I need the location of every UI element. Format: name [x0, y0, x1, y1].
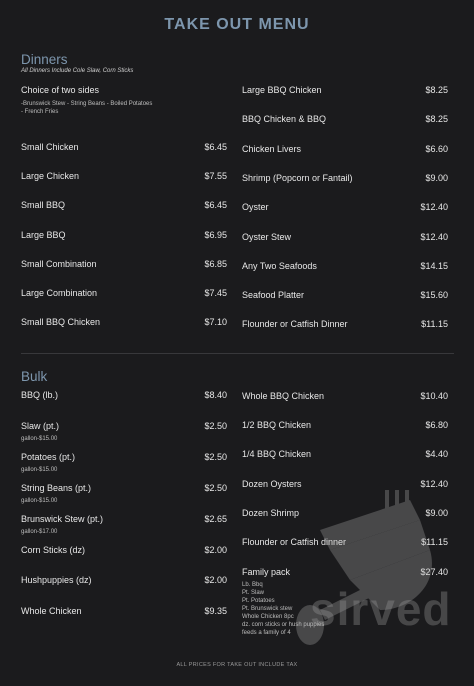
family-pack-detail: Whole Chicken 8pc — [242, 614, 294, 620]
menu-item-price: $6.45 — [204, 142, 227, 152]
menu-item-name: Whole BBQ Chicken — [242, 391, 325, 401]
footer-note: ALL PRICES FOR TAKE OUT INCLUDE TAX — [176, 662, 298, 668]
menu-item-price: $15.60 — [420, 290, 448, 301]
family-pack-detail: Pt. Brunswick stew — [242, 606, 293, 612]
menu-item-name: Large Chicken — [21, 171, 80, 182]
menu-item-price: $10.40 — [420, 391, 448, 401]
menu-item-note: gallon-$15.00 — [21, 435, 58, 442]
menu-item-price: $2.00 — [204, 575, 227, 586]
menu-item-note: gallon-$15.00 — [21, 497, 58, 504]
family-pack-detail: dz. corn sticks or hush puppies — [242, 622, 325, 628]
menu-item-name: Seafood Platter — [242, 290, 305, 301]
menu-item-price: $9.00 — [425, 507, 448, 518]
menu-item-name: Large Combination — [21, 288, 98, 298]
menu-item-name: Hushpuppies (dz) — [21, 575, 92, 586]
family-pack-detail: feeds a family of 4 — [242, 630, 291, 636]
menu-item-price: $2.50 — [204, 420, 227, 431]
menu-item-price: $12.40 — [420, 202, 448, 213]
menu-item-price: $8.25 — [425, 85, 448, 95]
bulk-heading: Bulk — [21, 369, 48, 384]
menu-item-name: Slaw (pt.) — [21, 420, 60, 431]
menu-item-name: Brunswick Stew (pt.) — [21, 513, 104, 524]
watermark-text: sirved — [310, 583, 452, 635]
menu-item-price: $27.40 — [420, 567, 448, 577]
menu-item-name: String Beans (pt.) — [21, 482, 92, 493]
menu-item-price: $7.10 — [204, 317, 227, 328]
sides-line: -Brunswick Stew - String Beans - Boiled Potatoes — [21, 101, 153, 107]
menu-item-name: Large BBQ — [21, 229, 66, 240]
menu-item-name: Large BBQ Chicken — [242, 85, 322, 95]
menu-item-price: $4.40 — [425, 449, 448, 460]
menu-item-note: gallon-$15.00 — [21, 466, 58, 473]
menu-item-price: $6.85 — [204, 258, 227, 269]
menu-item-price: $7.55 — [204, 171, 227, 182]
menu-item-price: $8.25 — [425, 114, 448, 125]
menu-item-price: $2.65 — [204, 513, 227, 524]
menu-item-name: Whole Chicken — [21, 606, 82, 617]
dinners-note: All Dinners Include Cole Slaw, Corn Sticks — [21, 68, 134, 74]
menu-item-name: Chicken Livers — [242, 143, 302, 154]
menu-item-price: $6.45 — [204, 200, 227, 211]
menu-item-name: Oyster Stew — [242, 231, 292, 242]
menu-item-name: Potatoes (pt.) — [21, 451, 76, 462]
menu-item-name: Any Two Seafoods — [242, 260, 317, 271]
menu-item-price: $11.15 — [421, 319, 448, 330]
menu-item-name: Flounder or Catfish dinner — [242, 537, 347, 547]
menu-item-name: BBQ Chicken & BBQ — [242, 114, 327, 125]
sides-title: Choice of two sides — [21, 85, 100, 95]
menu-item-price: $6.60 — [425, 143, 448, 154]
menu-item-price: $12.40 — [420, 478, 448, 489]
menu-item-price: $11.15 — [421, 537, 448, 547]
menu-item-name: Family pack — [242, 567, 291, 577]
menu-item-name: Oyster — [242, 202, 269, 213]
family-pack-detail: Pt. Slaw — [242, 590, 265, 596]
family-pack-detail: Lb. Bbq — [242, 582, 263, 588]
menu-item-name: 1/2 BBQ Chicken — [242, 420, 312, 431]
menu-item-price: $12.40 — [420, 231, 448, 242]
menu-item-name: Small BBQ Chicken — [21, 317, 101, 328]
menu-item-name: Small BBQ — [21, 200, 66, 211]
menu-item-price: $2.00 — [204, 544, 227, 555]
sides-line: - French Fries — [21, 109, 59, 115]
menu-item-note: gallon-$17.00 — [21, 528, 58, 535]
menu-item-price: $9.00 — [425, 172, 448, 183]
menu-item-price: $14.15 — [420, 260, 448, 271]
dinners-heading: Dinners — [21, 52, 68, 67]
family-pack-detail: Pt. Potatoes — [242, 598, 275, 604]
menu-item-name: Flounder or Catfish Dinner — [242, 319, 348, 330]
menu-item-price: $9.35 — [204, 606, 227, 617]
menu-item-price: $6.95 — [204, 229, 227, 240]
menu-item-name: Corn Sticks (dz) — [21, 544, 86, 555]
menu-item-name: Dozen Oysters — [242, 478, 302, 489]
menu-title: TAKE OUT MENU — [164, 16, 310, 33]
menu-item-price: $2.50 — [204, 451, 227, 462]
menu-item-price: $2.50 — [204, 482, 227, 493]
menu-item-name: Small Combination — [21, 258, 97, 269]
menu-item-name: Small Chicken — [21, 142, 79, 152]
menu-item-price: $7.45 — [204, 288, 227, 298]
menu-item-price: $6.80 — [425, 420, 448, 431]
menu-item-price: $8.40 — [204, 390, 227, 400]
menu-item-name: BBQ (lb.) — [21, 390, 59, 400]
menu-item-name: 1/4 BBQ Chicken — [242, 449, 312, 460]
section-divider — [21, 353, 454, 354]
menu-item-name: Shrimp (Popcorn or Fantail) — [242, 172, 353, 183]
menu-item-name: Dozen Shrimp — [242, 507, 300, 518]
